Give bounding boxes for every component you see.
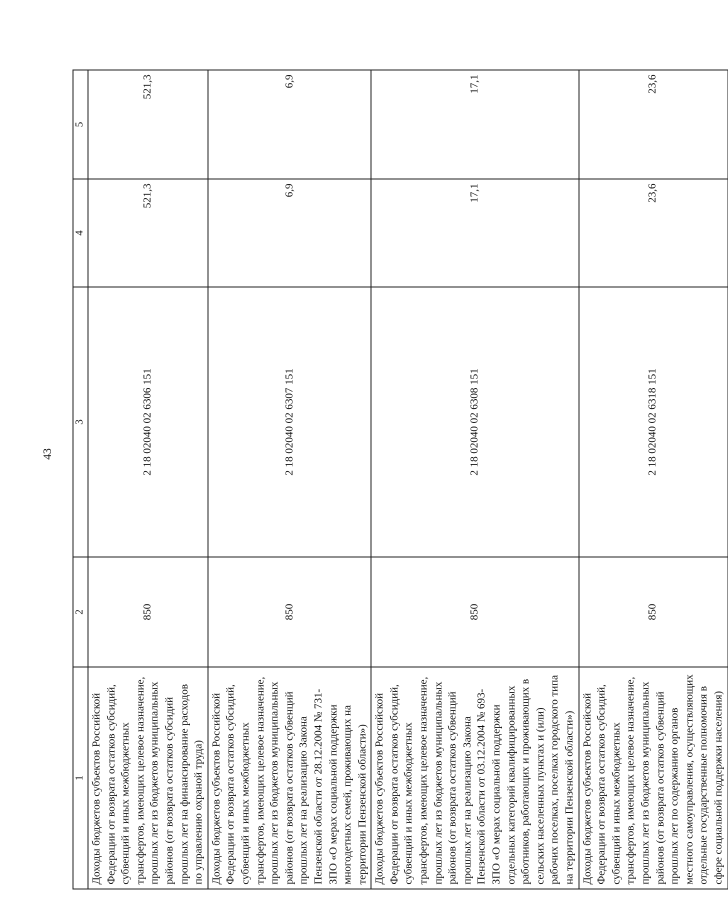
page-number: 43 [42,448,54,460]
header-col-5: 5 [73,70,88,179]
row-amount-col4: 17,1 [371,179,578,287]
rotated-table-wrapper [72,71,724,890]
row-amount-col5: 521,3 [88,70,208,179]
table-header-row [73,70,88,889]
table-row [207,70,371,889]
row-description: Доходы бюджетов субъектов Российской Федерации от возврата остатков субсидий, субвенций и иных межбюджетных трансфертов, имеющих целевое назначение, прошлых лет из бюджетов муниципальных районов (от возврата остатков субвенций прошлых лет на реализацию Закона Пензенской области от 28.12.2004 № 731-ЗПО «О мерах социальной поддержки многодетных семей, проживающих на территории Пензенской области») [207,667,371,889]
row-income-code: 2 18 02040 02 6306 151 [88,287,208,557]
row-income-code: 2 18 02040 02 6307 151 [207,287,371,557]
row-income-code: 2 18 02040 02 6318 151 [578,287,727,557]
header-col-2: 2 [73,557,88,667]
row-admin-code: 850 [207,557,371,667]
row-amount-col5: 17,1 [371,70,578,179]
table-row [371,70,578,889]
row-amount-col4: 6,9 [207,179,371,287]
row-amount-col5: 23,6 [578,70,727,179]
row-amount-col5: 6,9 [207,70,371,179]
header-col-3: 3 [73,287,88,557]
row-admin-code: 850 [578,557,727,667]
row-admin-code: 850 [88,557,208,667]
row-admin-code: 850 [371,557,578,667]
table-row [578,70,727,889]
budget-income-table [72,70,728,890]
row-amount-col4: 23,6 [578,179,727,287]
row-income-code: 2 18 02040 02 6308 151 [371,287,578,557]
row-amount-col4: 521,3 [88,179,208,287]
table-row [88,70,208,889]
header-col-4: 4 [73,179,88,287]
row-description: Доходы бюджетов субъектов Российской Федерации от возврата остатков субсидий, субвенций и иных межбюджетных трансфертов, имеющих целевое назначение, прошлых лет из бюджетов муниципальных районов (от возврата остатков субвенций прошлых лет на реализацию Закона Пензенской области от 03.12.2004 № 693-ЗПО «О мерах социальной поддержки отдельных категорий квалифицированных работников, работающих и проживающих в сельских населенных пунктах и (или) рабочих поселках, поселках городского типа на территории Пензенской области») [371,667,578,889]
row-description: Доходы бюджетов субъектов Российской Федерации от возврата остатков субсидий, субвенций и иных межбюджетных трансфертов, имеющих целевое назначение, прошлых лет из бюджетов муниципальных районов (от возврата остатков субсидий прошлых лет на финансирование расходов по управлению охраной труда) [88,667,208,889]
header-col-1: 1 [73,667,88,889]
row-description: Доходы бюджетов субъектов Российской Федерации от возврата остатков субсидий, субвенций и иных межбюджетных трансфертов, имеющих целевое назначение, прошлых лет из бюджетов муниципальных районов (от возврата остатков субвенций прошлых лет по содержанию органов местного самоуправления, осуществляющих отдельные государственные полномочия в сфере социальной поддержки населения) [578,667,727,889]
